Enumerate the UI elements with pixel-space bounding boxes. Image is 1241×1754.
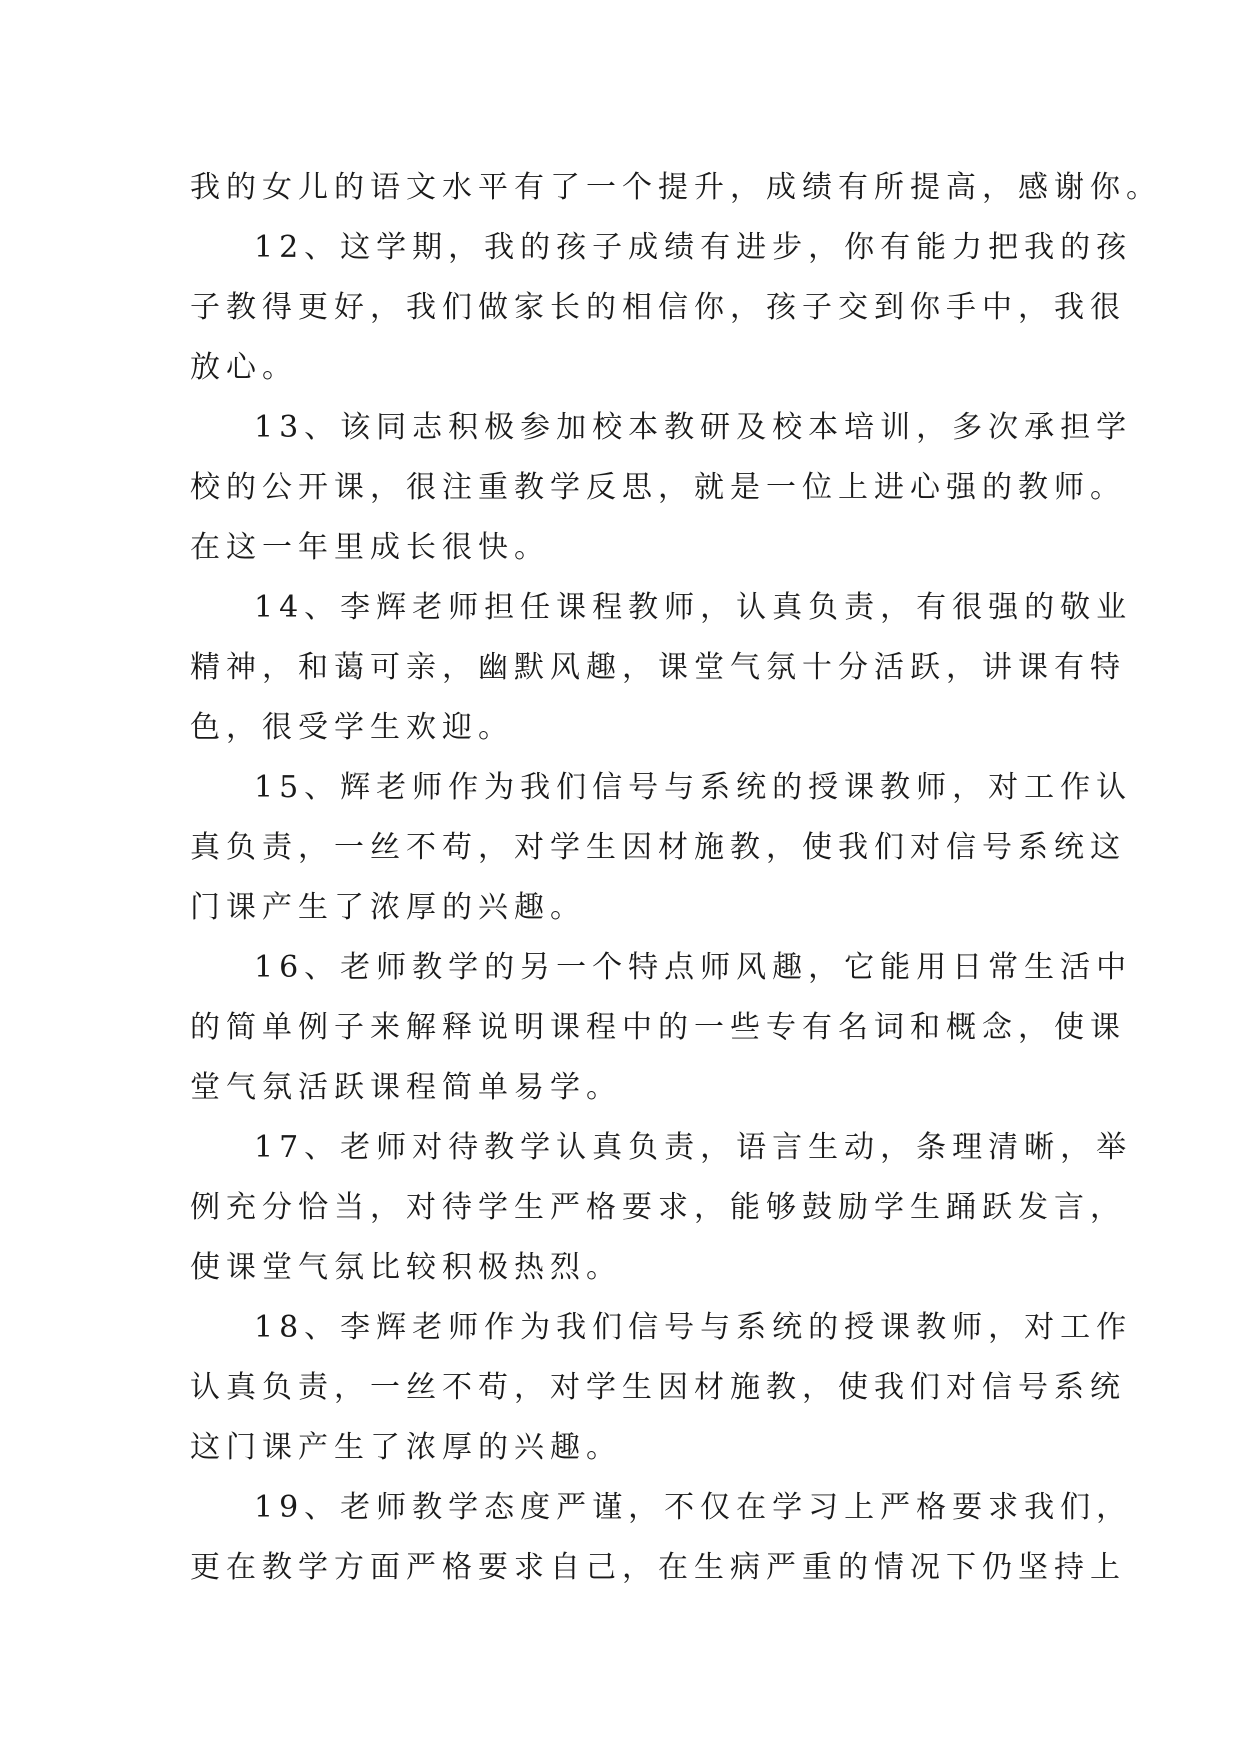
paragraph-15-line: 15、辉老师作为我们信号与系统的授课教师，对工作认 <box>254 770 1133 805</box>
text-line: 堂气氛活跃课程简单易学。 <box>190 1070 622 1105</box>
text-line: 的简单例子来解释说明课程中的一些专有名词和概念，使课 <box>190 1010 1126 1045</box>
paragraph-18-line: 18、李辉老师作为我们信号与系统的授课教师，对工作 <box>254 1310 1133 1345</box>
text-line: 校的公开课，很注重教学反思，就是一位上进心强的教师。 <box>190 470 1126 505</box>
document-body <box>190 158 1162 1598</box>
text-line: 子教得更好，我们做家长的相信你，孩子交到你手中，我很 <box>190 290 1126 325</box>
paragraph-13-line: 13、该同志积极参加校本教研及校本培训，多次承担学 <box>254 410 1133 445</box>
text-line: 放心。 <box>190 350 298 385</box>
text-line: 例充分恰当，对待学生严格要求，能够鼓励学生踊跃发言， <box>190 1190 1126 1225</box>
text-line: 真负责，一丝不苟，对学生因材施教，使我们对信号系统这 <box>190 830 1126 865</box>
text-line: 门课产生了浓厚的兴趣。 <box>190 890 586 925</box>
text-line: 我的女儿的语文水平有了一个提升，成绩有所提高，感谢你。 <box>190 170 1162 205</box>
paragraph-12-line: 12、这学期，我的孩子成绩有进步，你有能力把我的孩 <box>254 230 1133 265</box>
paragraph-16-line: 16、老师教学的另一个特点师风趣，它能用日常生活中 <box>254 950 1133 985</box>
text-line: 精神，和蔼可亲，幽默风趣，课堂气氛十分活跃，讲课有特 <box>190 650 1126 685</box>
paragraph-17-line: 17、老师对待教学认真负责，语言生动，条理清晰，举 <box>254 1130 1133 1165</box>
paragraph-14-line: 14、李辉老师担任课程教师，认真负责，有很强的敬业 <box>254 590 1133 625</box>
text-line: 认真负责，一丝不苟，对学生因材施教，使我们对信号系统 <box>190 1370 1126 1405</box>
text-line: 这门课产生了浓厚的兴趣。 <box>190 1430 622 1465</box>
text-line: 使课堂气氛比较积极热烈。 <box>190 1250 622 1285</box>
text-line: 在这一年里成长很快。 <box>190 530 550 565</box>
text-line: 色，很受学生欢迎。 <box>190 710 514 745</box>
text-line: 更在教学方面严格要求自己，在生病严重的情况下仍坚持上 <box>190 1550 1126 1585</box>
paragraph-19-line: 19、老师教学态度严谨，不仅在学习上严格要求我们， <box>254 1490 1133 1525</box>
